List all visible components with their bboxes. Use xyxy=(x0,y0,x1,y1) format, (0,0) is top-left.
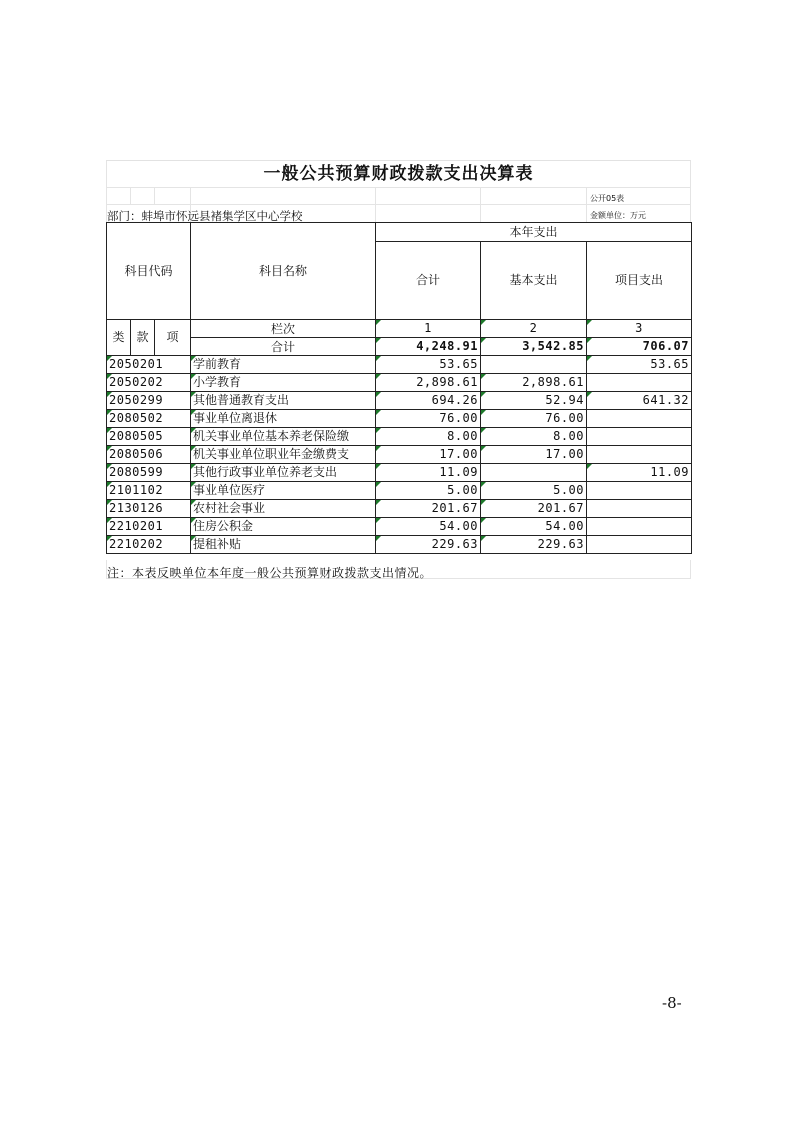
table-row xyxy=(107,464,692,482)
row-total: 8.00 xyxy=(376,428,481,446)
row-name: 机关事业单位基本养老保险缴 xyxy=(191,428,376,446)
row-code: 2050201 xyxy=(107,356,191,374)
row-basic: 8.00 xyxy=(481,428,587,446)
row-code: 2050202 xyxy=(107,374,191,392)
totals-project: 706.07 xyxy=(587,338,692,356)
header-name: 科目名称 xyxy=(191,223,376,320)
row-total: 201.67 xyxy=(376,500,481,518)
row-project: 11.09 xyxy=(587,464,692,482)
row-basic: 52.94 xyxy=(481,392,587,410)
header-col3: 3 xyxy=(587,320,692,338)
totals-label: 合计 xyxy=(191,338,376,356)
table-row xyxy=(107,428,692,446)
header-code: 科目代码 xyxy=(107,223,191,320)
row-project xyxy=(587,428,692,446)
table-row xyxy=(107,356,692,374)
department-label: 部门：蚌埠市怀远县褚集学区中心学校 xyxy=(107,209,303,223)
row-basic xyxy=(481,356,587,374)
header-lei: 类 xyxy=(107,320,131,356)
row-name: 机关事业单位职业年金缴费支 xyxy=(191,446,376,464)
row-basic xyxy=(481,464,587,482)
table-row xyxy=(107,482,692,500)
row-total: 76.00 xyxy=(376,410,481,428)
header-kuan: 款 xyxy=(131,320,155,356)
form-id-label: 公开05表 xyxy=(590,194,625,203)
row-total: 2,898.61 xyxy=(376,374,481,392)
row-basic: 54.00 xyxy=(481,518,587,536)
table-body xyxy=(107,356,692,554)
row-project xyxy=(587,482,692,500)
header-column-label: 栏次 xyxy=(191,320,376,338)
table-row xyxy=(107,374,692,392)
header-total: 合计 xyxy=(376,242,481,320)
row-name: 提租补贴 xyxy=(191,536,376,554)
row-total: 229.63 xyxy=(376,536,481,554)
row-name: 其他行政事业单位养老支出 xyxy=(191,464,376,482)
row-name: 农村社会事业 xyxy=(191,500,376,518)
header-col2: 2 xyxy=(481,320,587,338)
page-title: 一般公共预算财政拨款支出决算表 xyxy=(106,160,691,188)
row-project xyxy=(587,446,692,464)
header-current-year: 本年支出 xyxy=(376,223,692,242)
row-code: 2210202 xyxy=(107,536,191,554)
header-col1: 1 xyxy=(376,320,481,338)
row-total: 54.00 xyxy=(376,518,481,536)
row-name: 学前教育 xyxy=(191,356,376,374)
row-code: 2080502 xyxy=(107,410,191,428)
totals-total: 4,248.91 xyxy=(376,338,481,356)
row-total: 11.09 xyxy=(376,464,481,482)
row-code: 2101102 xyxy=(107,482,191,500)
row-total: 694.26 xyxy=(376,392,481,410)
row-name: 事业单位医疗 xyxy=(191,482,376,500)
header-basic: 基本支出 xyxy=(481,242,587,320)
row-total: 17.00 xyxy=(376,446,481,464)
amount-unit-label: 金额单位：万元 xyxy=(590,211,646,220)
row-name: 事业单位离退休 xyxy=(191,410,376,428)
row-code: 2080506 xyxy=(107,446,191,464)
row-name: 其他普通教育支出 xyxy=(191,392,376,410)
row-project xyxy=(587,374,692,392)
table-row xyxy=(107,518,692,536)
row-project: 53.65 xyxy=(587,356,692,374)
row-project xyxy=(587,518,692,536)
header-project: 项目支出 xyxy=(587,242,692,320)
row-code: 2080505 xyxy=(107,428,191,446)
row-basic: 2,898.61 xyxy=(481,374,587,392)
row-basic: 201.67 xyxy=(481,500,587,518)
row-basic: 229.63 xyxy=(481,536,587,554)
row-code: 2080599 xyxy=(107,464,191,482)
table-row xyxy=(107,446,692,464)
table-row xyxy=(107,500,692,518)
row-code: 2210201 xyxy=(107,518,191,536)
totals-basic: 3,542.85 xyxy=(481,338,587,356)
row-name: 住房公积金 xyxy=(191,518,376,536)
table-row xyxy=(107,536,692,554)
row-project xyxy=(587,410,692,428)
row-project: 641.32 xyxy=(587,392,692,410)
row-basic: 17.00 xyxy=(481,446,587,464)
row-basic: 5.00 xyxy=(481,482,587,500)
table-row xyxy=(107,410,692,428)
row-code: 2050299 xyxy=(107,392,191,410)
row-project xyxy=(587,536,692,554)
row-total: 5.00 xyxy=(376,482,481,500)
table-row xyxy=(107,392,692,410)
table-note: 注：本表反映单位本年度一般公共预算财政拨款支出情况。 xyxy=(107,566,433,580)
row-name: 小学教育 xyxy=(191,374,376,392)
row-basic: 76.00 xyxy=(481,410,587,428)
row-project xyxy=(587,500,692,518)
row-code: 2130126 xyxy=(107,500,191,518)
expenditure-table xyxy=(106,222,692,554)
header-xiang: 项 xyxy=(155,320,191,356)
page-number: -8- xyxy=(662,994,682,1012)
row-total: 53.65 xyxy=(376,356,481,374)
